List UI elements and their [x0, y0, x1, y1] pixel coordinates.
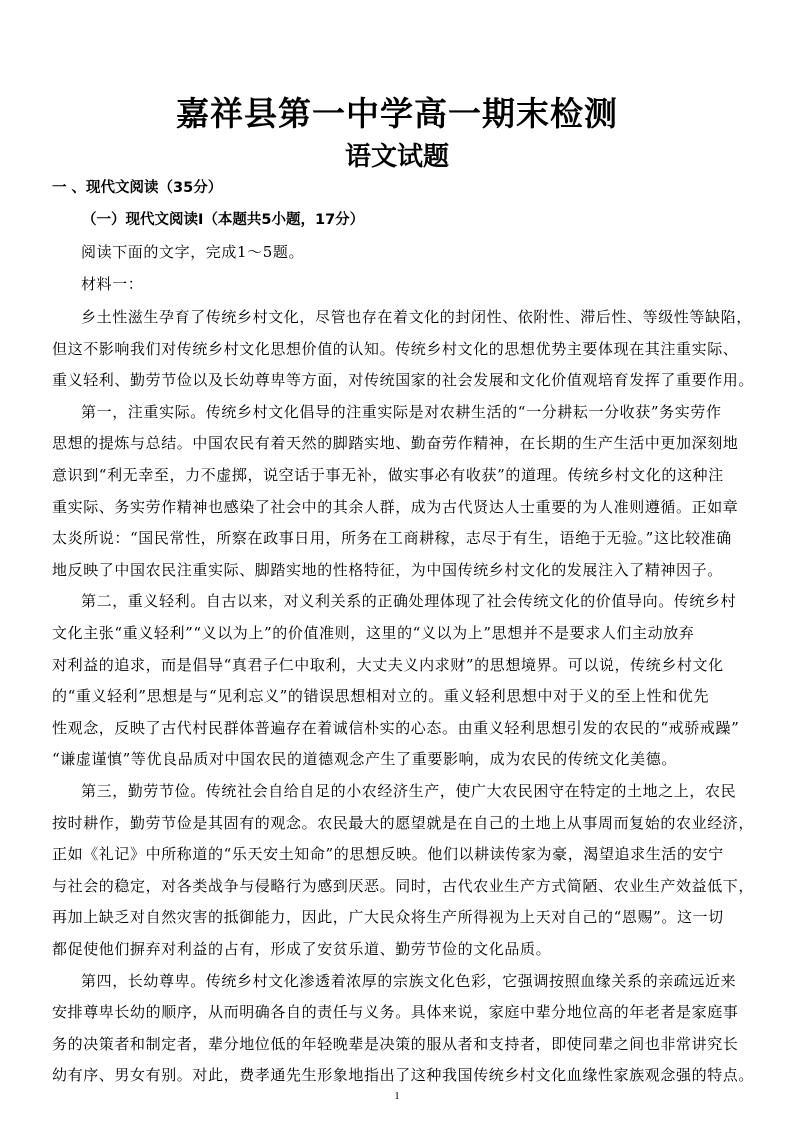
paragraph-line: 再加上缺乏对自然灾害的抵御能力，因此，广大民众将生产所得视为上天对自己的“恩赐”。这一切 — [52, 908, 724, 927]
paragraph-line: 第四，长幼尊卑。传统乡村文化渗透着浓厚的宗族文化色彩，它强调按照血缘关系的亲疏远近来 — [81, 971, 737, 990]
page-title: 嘉祥县第一中学高一期末检测 — [176, 94, 618, 133]
paragraph-line: “谦虚谨慎”等优良品质对中国农民的道德观念产生了重要影响，成为农民的传统文化美德。 — [52, 750, 677, 769]
paragraph-line: 都促使他们摒弃对利益的占有，形成了安贫乐道、勤劳节俭的文化品质。 — [52, 940, 552, 958]
paragraph-line: 重实际、务实劳作精神也感染了社会中的其余人群，成为古代贤达人士重要的为人准则遵循。正如章 — [52, 497, 739, 516]
paragraph-line: 地反映了中国农民注重实际、脚踏实地的性格特征，为中国传统乡村文化的发展注入了精神因子。 — [52, 560, 723, 579]
paragraph-line: 思想的提炼与总结。中国农民有着天然的脚踏实地、勤奋劳作精神，在长期的生产生活中更加深刻地 — [52, 434, 739, 453]
material-label: 材料一： — [81, 275, 144, 293]
page-subtitle: 语文试题 — [344, 142, 449, 172]
paragraph-line: 第三，勤劳节俭。传统社会自给自足的小农经济生产，使广大农民困守在特定的土地之上，农民 — [81, 782, 737, 800]
paragraph-line: 安排尊卑长幼的顺序，从而明确各自的责任与义务。具体来说，家庭中辈分地位高的年老者是家庭事 — [52, 1003, 739, 1022]
paragraph-line: 意识到“利无幸至，力不虚掷，说空话于事无补，做实事必有收获”的道理。传统乡村文化的这种注 — [52, 466, 724, 484]
paragraph-line: 对利益的追求，而是倡导“真君子仁中取利，大丈夫义内求财”的思想境界。可以说，传统乡村文化 — [52, 655, 724, 674]
paragraph-line: 性观念，反映了古代村民群体普遍存在着诚信朴实的心态。由重义轻利思想引发的农民的“戒骄戒躁” — [52, 718, 740, 737]
paragraph-line: 但这不影响我们对传统乡村文化思想价值的认知。传统乡村文化的思想优势主要体现在其注重实际、 — [52, 339, 739, 358]
paragraph-line: 按时耕作，勤劳节俭是其固有的观念。农民最大的愿望就是在自己的土地上从事周而复始的农业经济， — [52, 813, 755, 832]
paragraph-line: 的“重义轻利”思想是与“见利忘义”的错误思想相对立的。重义轻利思想中对于义的至上性和优先 — [52, 687, 710, 706]
paragraph-line: 第二，重义轻利。自古以来，对义利关系的正确处理体现了社会传统文化的价值导向。传统乡村 — [81, 592, 737, 611]
page-number: 1 — [394, 1090, 400, 1102]
instruction-text: 阅读下面的文字，完成1～5题。 — [81, 243, 305, 261]
paragraph-line: 乡土性滋生孕育了传统乡村文化，尽管也存在着文化的封闭性、依附性、滞后性、等级性等缺陷， — [81, 308, 752, 326]
paragraph-line: 重义轻利、勤劳节俭以及长幼尊卑等方面，对传统国家的社会发展和文化价值观培育发挥了重要作用。 — [52, 371, 755, 390]
subsection-heading: （一）现代文阅读Ⅰ（本题共5小题，17分） — [82, 212, 365, 228]
paragraph-line: 务的决策者和制定者，辈分地位低的年轻晚辈是决策的服从者和支持者，即使同辈之间也非常讲究长 — [52, 1034, 739, 1053]
paragraph-line: 第一，注重实际。传统乡村文化倡导的注重实际是对农耕生活的“一分耕耘一分收获”务实劳作 — [81, 402, 722, 421]
paragraph-line: 正如《礼记》中所称道的“乐天安土知命”的思想反映。他们以耕读传家为豪，渴望追求生活的安宁 — [52, 845, 724, 864]
section-heading: 一 、现代文阅读（35分） — [52, 180, 223, 196]
paragraph-line: 幼有序、男女有别。对此，费孝通先生形象地指出了这种我国传统乡村文化血缘性家族观念强的特点。 — [52, 1066, 755, 1085]
paragraph-line: 文化主张“重义轻利”“义以为上”的价值准则，这里的“义以为上”思想并不是要求人们主动放弃 — [52, 624, 695, 642]
paragraph-line: 太炎所说：“国民常性，所察在政事日用，所务在工商耕稼，志尽于有生，语绝于无验。”这比较准确 — [52, 529, 732, 548]
paragraph-line: 与社会的稳定，对各类战争与侵略行为感到厌恶。同时，古代农业生产方式简陋、农业生产效益低下， — [52, 876, 755, 895]
